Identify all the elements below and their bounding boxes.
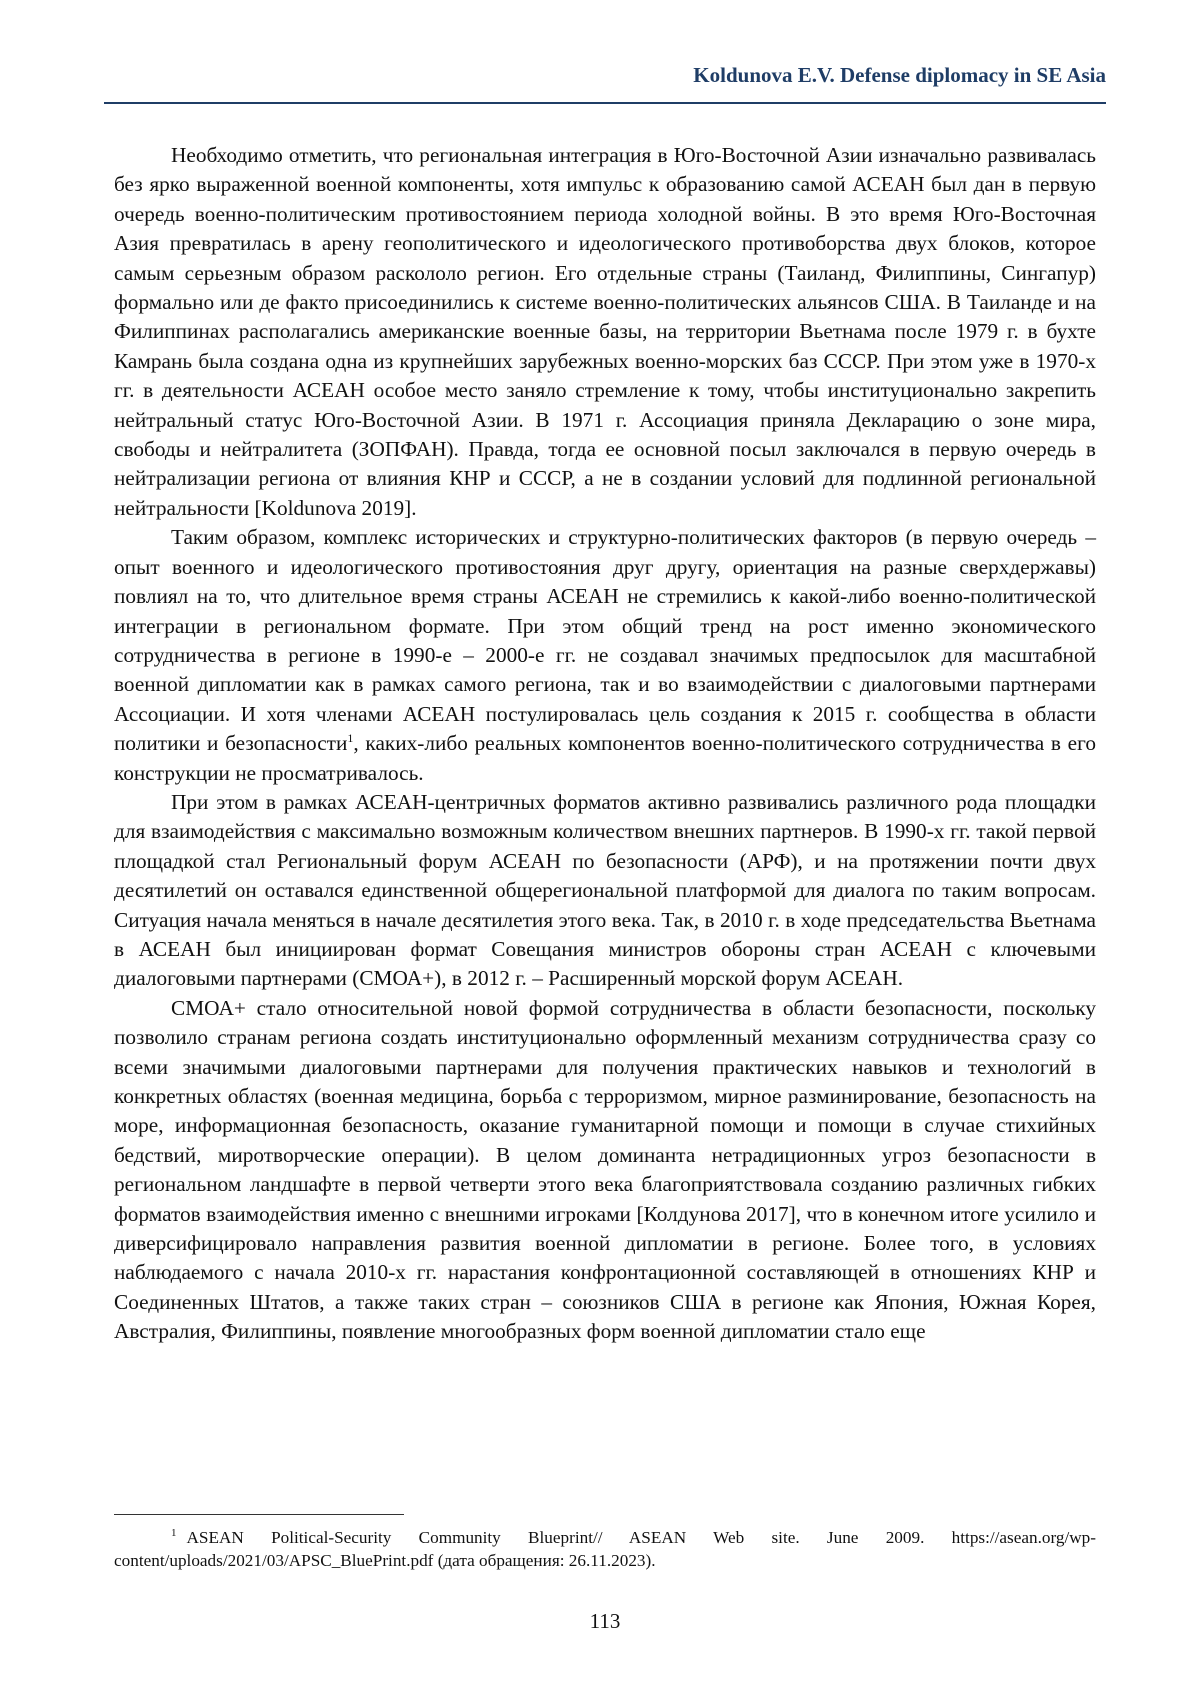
footnote [114, 1526, 1096, 1572]
header-divider [104, 102, 1106, 104]
paragraph-3: При этом в рамках АСЕАН-центричных форматов активно развивались различного рода площадки для взаимодействия с максимально возможным количеством внешних партнеров. В 1990-х гг. такой первой площадкой стал Региональный форум АСЕАН по безопасности (АРФ), и на протяжении почти двух десятилетий он оставался единственной общерегиональной платформой для диалога по таким вопросам. Ситуация начала меняться в начале десятилетия этого века. Так, в 2010 г. в ходе председательства Вьетнама в АСЕАН был инициирован формат Совещания министров обороны стран АСЕАН с ключевыми диалоговыми партнерами (СМОА+), в 2012 г. – Расширенный морской форум АСЕАН. [114, 788, 1096, 994]
paragraph-2-text: Таким образом, комплекс исторических и структурно-политических факторов (в первую очередь – опыт военного и идеологического противостояния друг другу, ориентация на разные сверхдержавы) повлиял на то, что длительное время страны АСЕАН не стремились к какой-либо военно-политической интеграции в региональном формате. При этом общий тренд на рост именно экономического сотрудничества в регионе в 1990-е – 2000-е гг. не создавал значимых предпосылок для масштабной военной дипломатии как в рамках самого региона, так и во взаимодействии с диалоговыми партнерами Ассоциации. И хотя членами АСЕАН постулировалась цель создания к 2015 г. сообщества в области политики и безопасности [114, 525, 1096, 755]
footnote-reference[interactable]: 1 [347, 731, 353, 745]
footnote-text: ASEAN Political-Security Community Blueprint// ASEAN Web site. June 2009. https://asean.org/wp-content/uploads/2021/03/APSC_BluePrint.pdf (дата обращения: 26.11.2023). [114, 1528, 1096, 1570]
paragraph-2 [114, 523, 1096, 788]
page-number: 113 [104, 1608, 1106, 1634]
running-header: Koldunova E.V. Defense diplomacy in SE Asia [104, 62, 1106, 88]
paragraph-2-continuation: , каких-либо реальных компонентов военно-политического сотрудничества в его конструкции не просматривалось. [114, 731, 1096, 784]
paragraph-4: СМОА+ стало относительной новой формой сотрудничества в области безопасности, поскольку позволило странам региона создать институционально оформленный механизм сотрудничества сразу со всеми значимыми диалоговыми партнерами для получения практических навыков и технологий в конкретных областях (военная медицина, борьба с терроризмом, мирное разминирование, безопасность на море, информационная безопасность, оказание гуманитарной помощи и помощи в случае стихийных бедствий, миротворческие операции). В целом доминанта нетрадиционных угроз безопасности в региональном ландшафте в первой четверти этого века благоприятствовала созданию различных гибких форматов взаимодействия именно с внешними игроками [Колдунова 2017], что в конечном итоге усилило и диверсифицировало направления развития военной дипломатии в регионе. Более того, в условиях наблюдаемого с начала 2010-х гг. нарастания конфронтационной составляющей в отношениях КНР и Соединенных Штатов, а также таких стран – союзников США в регионе как Япония, Южная Корея, Австралия, Филиппины, появление многообразных форм военной дипломатии стало еще [114, 994, 1096, 1347]
article-body [114, 141, 1096, 1347]
footnote-mark: 1 [171, 1527, 177, 1539]
paragraph-1: Необходимо отметить, что региональная интеграция в Юго-Восточной Азии изначально развивалась без ярко выраженной военной компоненты, хотя импульс к образованию самой АСЕАН был дан в первую очередь военно-политическим противостоянием периода холодной войны. В это время Юго-Восточная Азия превратилась в арену геополитического и идеологического противоборства двух блоков, которое самым серьезным образом раскололо регион. Его отдельные страны (Таиланд, Филиппины, Сингапур) формально или де факто присоединились к системе военно-политических альянсов США. В Таиланде и на Филиппинах располагались американские военные базы, на территории Вьетнама после 1979 г. в бухте Камрань была создана одна из крупнейших зарубежных военно-морских баз СССР. При этом уже в 1970-х гг. в деятельности АСЕАН особое место заняло стремление к тому, чтобы институционально закрепить нейтральный статус Юго-Восточной Азии. В 1971 г. Ассоциация приняла Декларацию о зоне мира, свободы и нейтралитета (ЗОПФАН). Правда, тогда ее основной посыл заключался в первую очередь в нейтрализации региона от влияния КНР и СССР, а не в создании условий для подлинной региональной нейтральности [Koldunova 2019]. [114, 141, 1096, 523]
footnote-divider [114, 1514, 404, 1515]
